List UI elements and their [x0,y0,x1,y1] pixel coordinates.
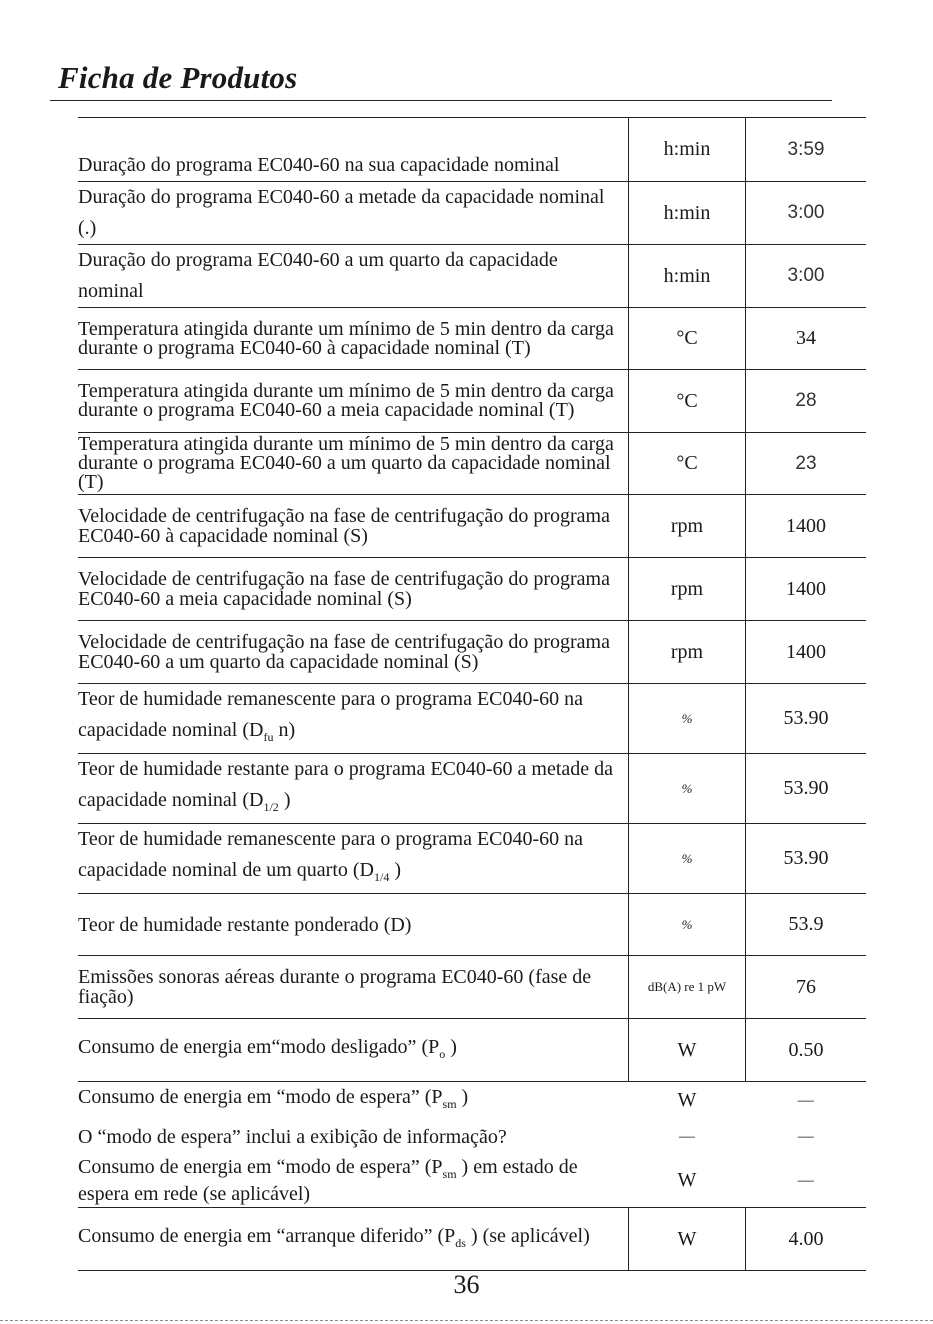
row-unit: — [679,1128,695,1145]
row-value: 76 [746,956,867,1019]
row-unit: h:min [629,182,746,245]
table-row [78,894,866,956]
page-number: 36 [453,1270,480,1299]
row-value: 28 [746,370,867,433]
row-unit: W [629,1208,746,1271]
row-value: 4.00 [746,1208,867,1271]
table-row [78,558,866,621]
row-description: Emissões sonoras aéreas durante o programa EC040-60 (fase de fiação) [78,956,629,1019]
row-description: Consumo de energia em “modo de espera” ($P_{sm}$ ) em estado de espera em rede (se aplicável) [78,1155,629,1208]
table-row [78,754,866,824]
row-description: Consumo de energia em“modo desligado” ($P_o$ ) [78,1019,629,1082]
table-row [78,118,866,182]
table-row [78,1155,866,1208]
row-description: Consumo de energia em “arranque diferido” ($P_{ds}$ ) (se aplicável) [78,1208,629,1271]
page-bottom-divider [0,1320,933,1321]
row-unit: % [629,754,746,824]
row-unit: h:min [629,245,746,308]
row-unit: h:min [629,118,746,182]
row-value: 3:00 [746,245,867,308]
table-row [78,684,866,754]
row-value: 1400 [746,621,867,684]
row-description: Temperatura atingida durante um mínimo de 5 min dentro da carga durante o programa EC040-60 a meia capacidade nominal (T) [78,370,629,433]
row-unit: % [629,684,746,754]
row-value: 1400 [746,495,867,558]
table-row [78,182,866,245]
product-spec-table [78,117,866,1271]
row-unit: W [629,1155,746,1208]
row-unit: dB(A) re 1 pW [629,956,746,1019]
row-description: O “modo de espera” inclui a exibição de informação? [78,1126,507,1148]
row-description: Velocidade de centrifugação na fase de centrifugação do programa EC040-60 à capacidade nominal (S) [78,495,629,558]
row-value: — [746,1155,867,1208]
row-unit: °C [629,370,746,433]
row-unit: W [677,1089,697,1112]
table-row [78,1208,866,1271]
row-value: 53.9 [746,894,867,956]
table-row [78,245,866,308]
page-title: Ficha de Produtos [58,60,298,95]
row-value: 53.90 [746,754,867,824]
row-value: 23 [746,433,867,495]
row-value: 3:59 [746,118,867,182]
row-value: 0.50 [746,1019,867,1082]
row-unit: rpm [629,621,746,684]
row-description: Temperatura atingida durante um mínimo de 5 min dentro da carga durante o programa EC040-60 à capacidade nominal (T) [78,308,629,370]
row-value: — [797,1091,814,1109]
row-unit: % [629,894,746,956]
row-unit: °C [629,433,746,495]
row-unit: % [629,824,746,894]
row-description: Teor de humidade remanescente para o programa EC040-60 na capacidade nominal de um quarto ($D_{1/4}$ ) [78,824,629,894]
title-underline [50,100,832,101]
row-description: Duração do programa EC040-60 a metade da capacidade nominal (.) [78,182,629,245]
table-row [78,956,866,1019]
row-description: Duração do programa EC040-60 a um quarto da capacidade nominal [78,245,629,308]
row-description: Teor de humidade remanescente para o programa EC040-60 na capacidade nominal ($D_{fu}$ n) [78,684,629,754]
row-unit: W [629,1019,746,1082]
row-unit: rpm [629,495,746,558]
row-description: Consumo de energia em “modo de espera” ($P_{sm}$ ) [78,1086,469,1112]
table-row [78,308,866,370]
table-row [78,824,866,894]
table-row [78,1120,866,1155]
table-row [78,433,866,495]
row-value: 1400 [746,558,867,621]
table-row [78,1082,866,1120]
row-value: — [797,1128,814,1145]
row-description: Velocidade de centrifugação na fase de centrifugação do programa EC040-60 a meia capacidade nominal (S) [78,558,629,621]
row-description: Teor de humidade restante para o programa EC040-60 a metade da capacidade nominal ($D_{1/2}$ ) [78,754,629,824]
row-description: Teor de humidade restante ponderado (D) [78,894,629,956]
row-description: Duração do programa EC040-60 na sua capacidade nominal [78,118,629,182]
table-row [78,370,866,433]
row-unit: °C [629,308,746,370]
row-description: Temperatura atingida durante um mínimo de 5 min dentro da carga durante o programa EC040-60 a um quarto da capacidade nominal (T) [78,433,629,495]
row-value: 53.90 [746,824,867,894]
row-unit: rpm [629,558,746,621]
row-value: 3:00 [746,182,867,245]
row-description: Velocidade de centrifugação na fase de centrifugação do programa EC040-60 a um quarto da capacidade nominal (S) [78,621,629,684]
row-value: 53.90 [746,684,867,754]
table-row [78,1019,866,1082]
table-row [78,621,866,684]
row-value: 34 [746,308,867,370]
table-row [78,495,866,558]
